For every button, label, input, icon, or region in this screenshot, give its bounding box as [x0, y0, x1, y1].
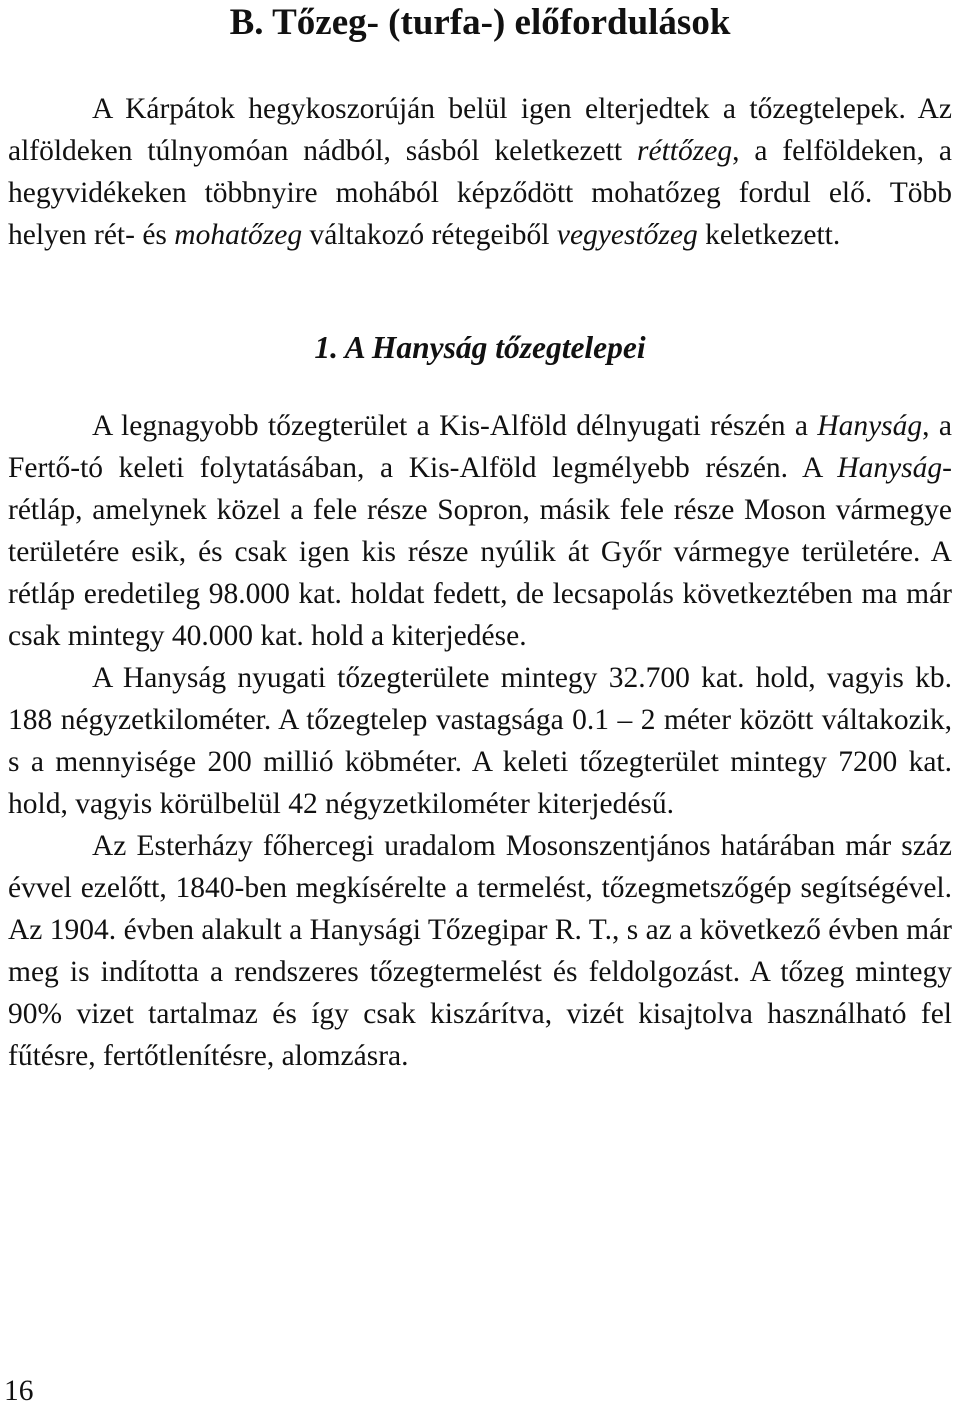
section-paragraph-2: A Hanyság nyugati tőzegterülete mintegy 32.700 kat. hold, vagyis kb. 188 négyzetkilométer. A tőzegtelep vastagsága 0.1 – 2 méter között váltakozik, s a mennyisége 200 millió köbméter. A keleti tőzegterület mintegy 7200 kat. hold, vagyis körülbelül 42 négyzetkilométer kiterjedésű.	[8, 662, 952, 820]
intro-italic-2: mohatőzeg	[174, 219, 303, 251]
page-number: 16	[4, 1375, 34, 1407]
intro-text-1: A Kárpátok hegykoszorúján belül igen elterjedtek a tőzegtelepek. Az alföldeken túlnyomóan nádból, sásból keletkezett	[8, 93, 952, 167]
intro-text-2: , a felföldeken, a hegyvidékeken többnyire mohából képződött mohatőzeg fordul elő. Több helyen rét- és	[8, 135, 952, 251]
section-p1-text-1: A legnagyobb tőzegterület a Kis-Alföld délnyugati részén a	[92, 410, 818, 442]
intro-text-4: keletkezett.	[697, 219, 841, 251]
document-page	[8, 0, 952, 1077]
section-paragraph-1	[8, 405, 952, 657]
section-p1-text-2: , a Fertő-tó keleti folytatásában, a Kis-Alföld legmélyebb részén. A	[8, 410, 952, 484]
intro-text-3: váltakozó rétegeiből	[302, 219, 557, 251]
section-p1-text-3: -rétláp, amelynek közel a fele része Sopron, másik fele része Moson vármegye területére esik, és csak igen kis része nyúlik át Győr vármegye területére. A rétláp eredetileg 98.000 kat. holdat fedett, de lecsapolás következtében ma már csak mintegy 40.000 kat. hold a kiterjedése.	[8, 452, 952, 652]
intro-italic-3: vegyestőzeg	[556, 219, 698, 251]
section-paragraph-3: Az Esterházy főhercegi uradalom Mosonszentjános határában már száz évvel ezelőtt, 1840-ben megkísérelte a termelést, tőzegmetszőgép segítségével. Az 1904. évben alakult a Hanysági Tőzegipar R. T., s az a következő évben már meg is indította a rendszeres tőzegtermelést és feldolgozást. A tőzeg mintegy 90% vizet tartalmaz és így csak kiszárítva, vizét kisajtolva használható fel fűtésre, fertőtlenítésre, alomzásra.	[8, 830, 952, 1072]
page-title: B. Tőzeg- (turfa-) előfordulások	[229, 2, 731, 43]
section-heading: 1. A Hanyság tőzegtelepei	[314, 330, 646, 365]
intro-paragraph	[8, 88, 952, 256]
section-p1-italic-1: Hanyság	[817, 410, 923, 442]
section-p1-italic-2: Hanyság	[837, 452, 943, 484]
intro-italic-1: réttőzeg	[637, 135, 733, 167]
